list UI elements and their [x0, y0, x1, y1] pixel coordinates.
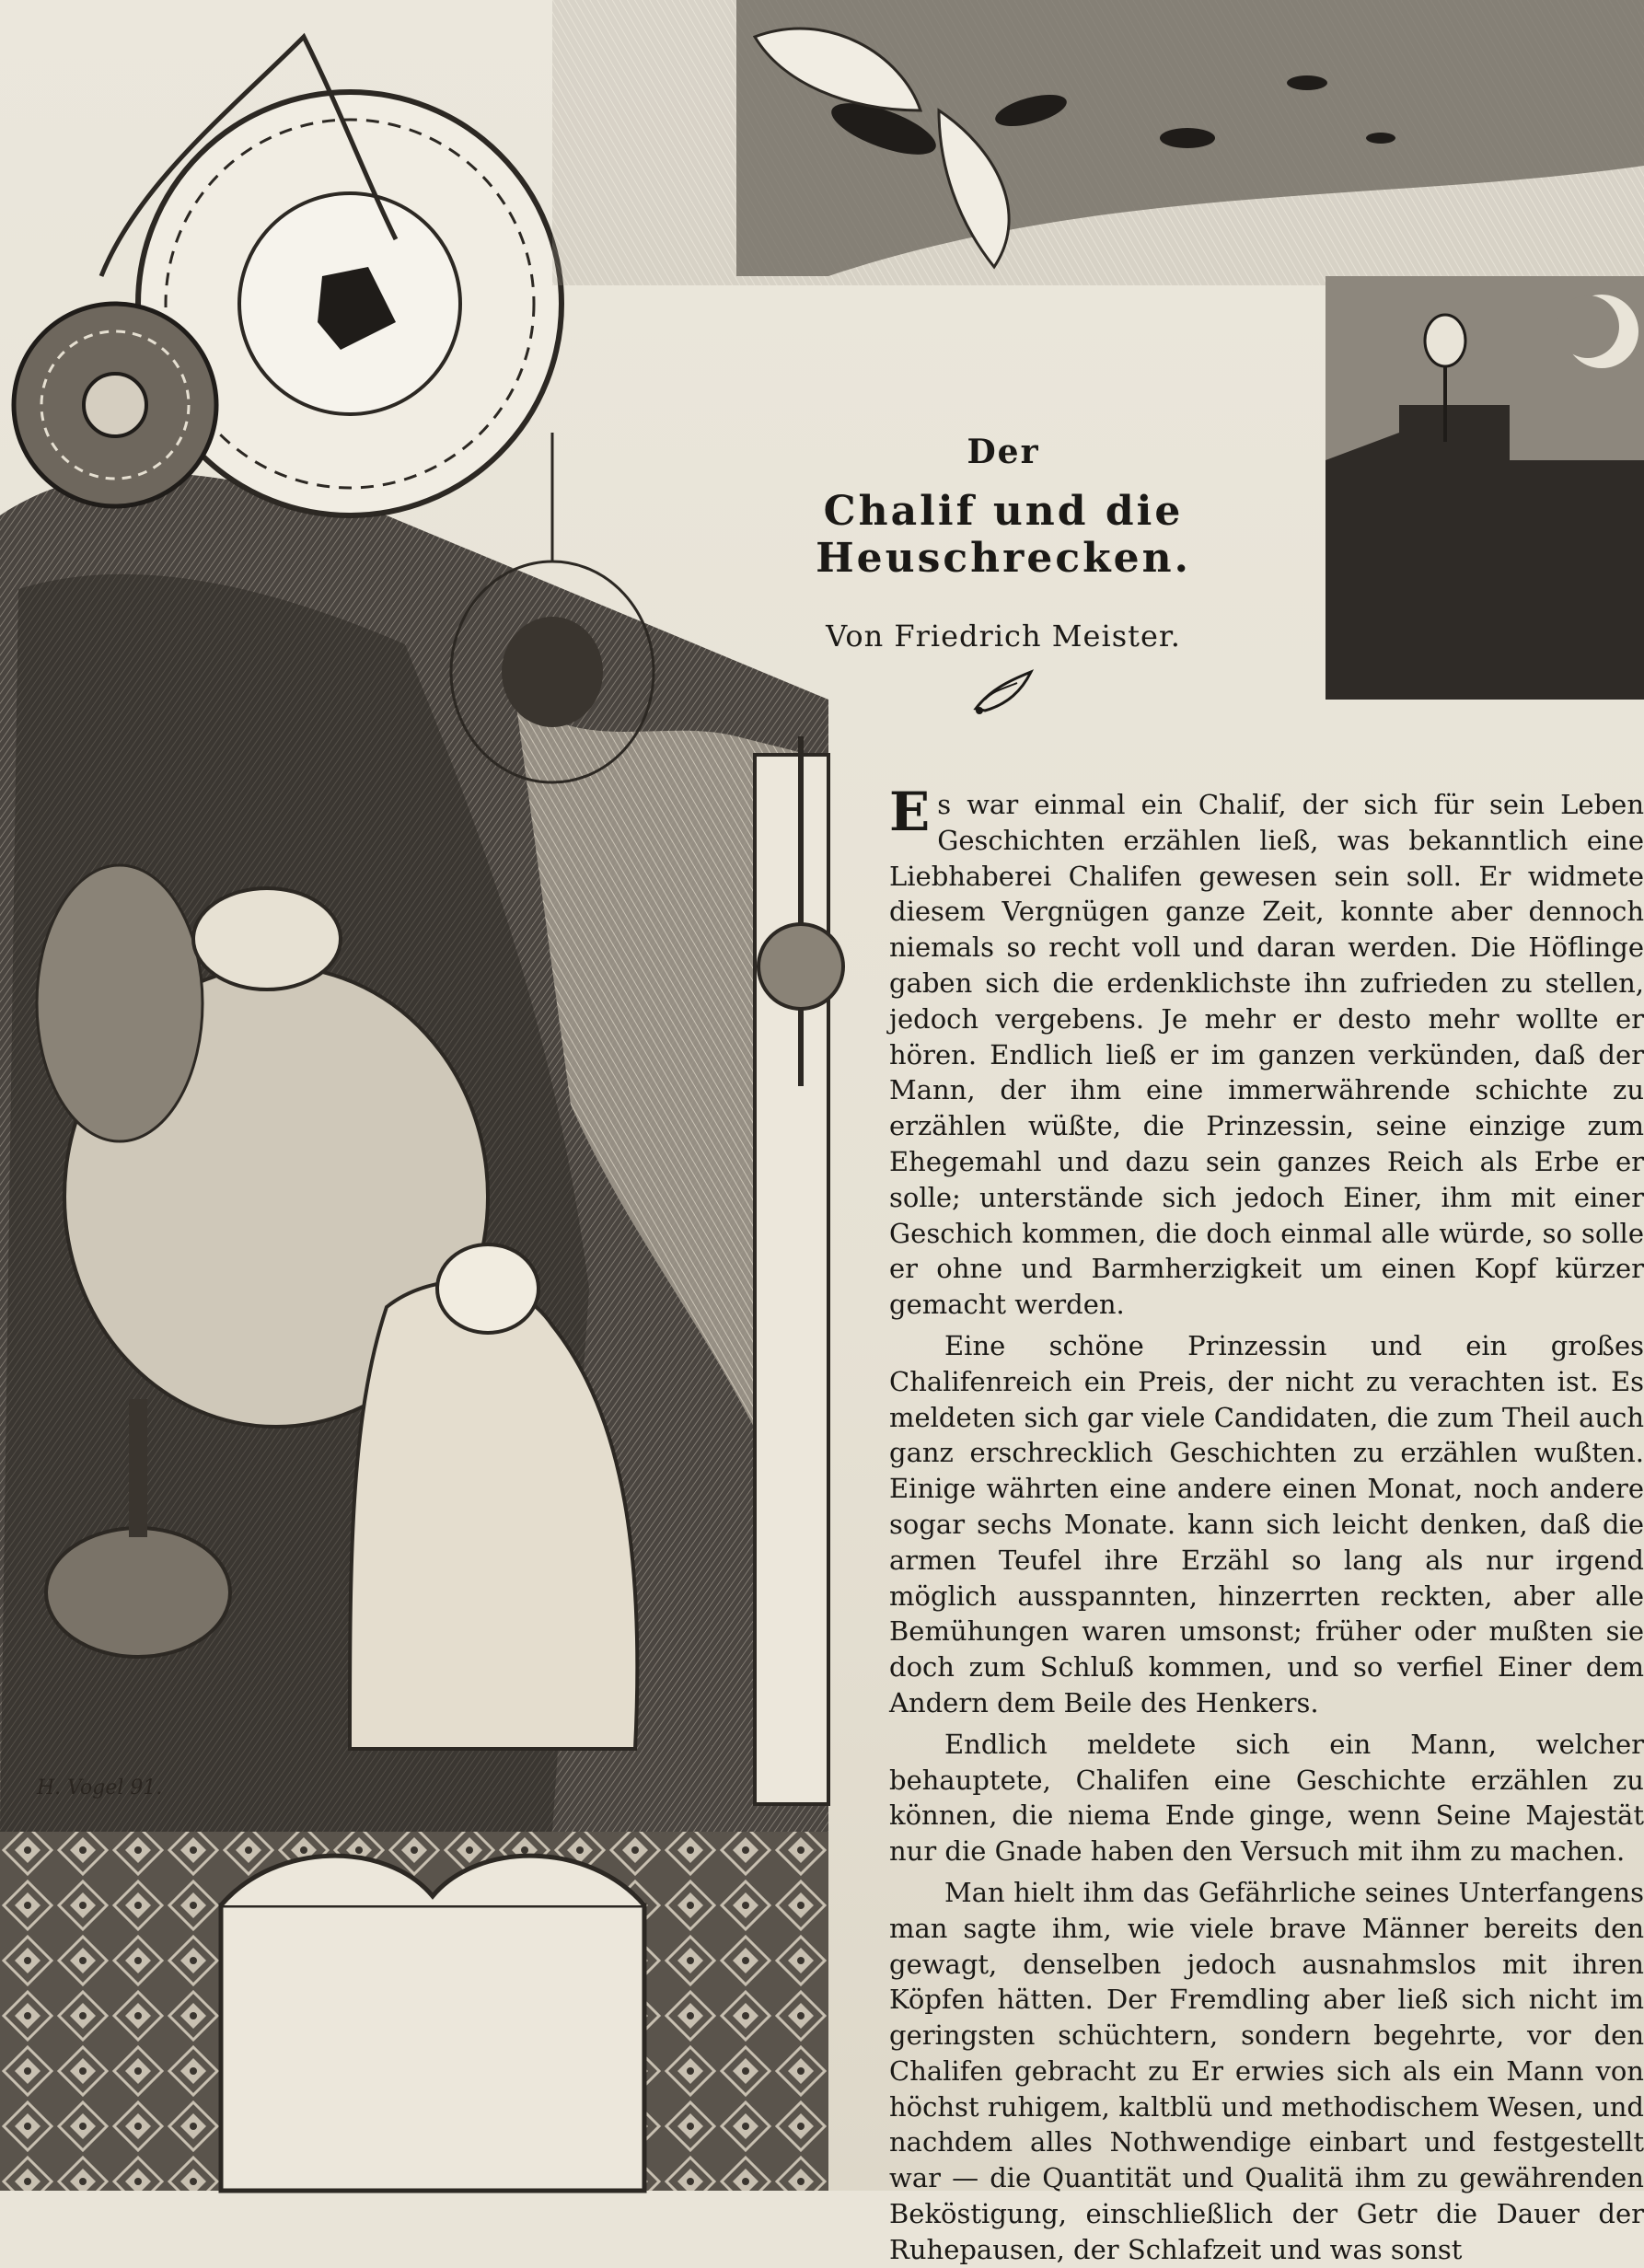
article-title: Chalif und die Heuschrecken.	[816, 488, 1191, 582]
drop-cap: E	[889, 781, 931, 843]
article-author: Von Friedrich Meister.	[826, 619, 1181, 654]
article-body	[889, 781, 1644, 2265]
paragraph-4: Man hielt ihm das Gefährliche seines Unterfangens man sagte ihm, wie viele brave Männer bereits den gewagt, denselben jedoch ausnahmslos mit ihren Köpfen hätten. Der Fremdling aber ließ sich nicht im geringsten schüchtern, sondern begehrte, vor den Chalifen gebracht zu Er erwies sich als ein Mann von höchst ruhigem, kaltblü und methodischem Wesen, und nachdem alles Nothwendige einbart und festgestellt war — die Quantität und Qualitä ihm zu gewährenden Beköstigung, einschließlich der Getr die Dauer der Ruhepausen, der Schlafzeit und was sonst	[889, 1876, 1644, 2265]
locust-swarm-illustration	[552, 0, 1644, 285]
leaf-ornament-icon	[967, 663, 1040, 718]
article-title-block	[700, 433, 1307, 654]
night-scene-illustration	[1326, 276, 1644, 700]
paragraph-text: s war einmal ein Chalif, der sich für sein Leben Geschichten erzählen ließ, was bekanntlich eine Liebhaberei Chalifen gewesen sein soll. Er widmete diesem Vergnügen ganze Zeit, konnte aber dennoch niemals so recht voll und daran werden. Die Höflinge gaben sich die erdenklichste ihn zufrieden zu stellen, jedoch vergebens. Je mehr er desto mehr wollte er hören. Endlich ließ er im ganzen verkünden, daß der Mann, der ihm eine immerwährende schichte zu erzählen wüßte, die Prinzessin, seine einzige zum Ehegemahl und dazu sein ganzes Reich als Erbe er solle; unterstände sich jedoch Einer, ihm mit einer Geschich kommen, die doch einmal alle würde, so solle er ohne und Barmherzigkeit um einen Kopf kürzer gemacht werden.	[889, 789, 1644, 1321]
artist-signature: H. Vogel 91.	[37, 1776, 163, 1799]
engraving-illustration	[0, 0, 847, 2191]
paragraph-3: Endlich meldete sich ein Mann, welcher behauptete, Chalifen eine Geschichte erzählen zu können, die niema Ende ginge, wenn Seine Majestät nur die Gnade haben den Versuch mit ihm zu machen.	[889, 1728, 1644, 1868]
paragraph-1	[889, 781, 1644, 1323]
paragraph-2: Eine schöne Prinzessin und ein großes Chalifenreich ein Preis, der nicht zu verachten ist. Es meldeten sich gar viele Candidaten, die zum Theil auch ganz erschrecklich Geschichten zu erzählen wußten. Einige währten eine andere einen Monat, noch andere sogar sechs Monate. kann sich leicht denken, daß die armen Teufel ihre Erzähl so lang als nur irgend möglich ausspannten, hinzerrten reckten, aber alle Bemühungen waren umsonst; früher oder mußten sie doch zum Schluß kommen, und so verfiel Einer dem Andern dem Beile des Henkers.	[889, 1329, 1644, 1718]
article-title-line1: Der	[967, 433, 1040, 471]
